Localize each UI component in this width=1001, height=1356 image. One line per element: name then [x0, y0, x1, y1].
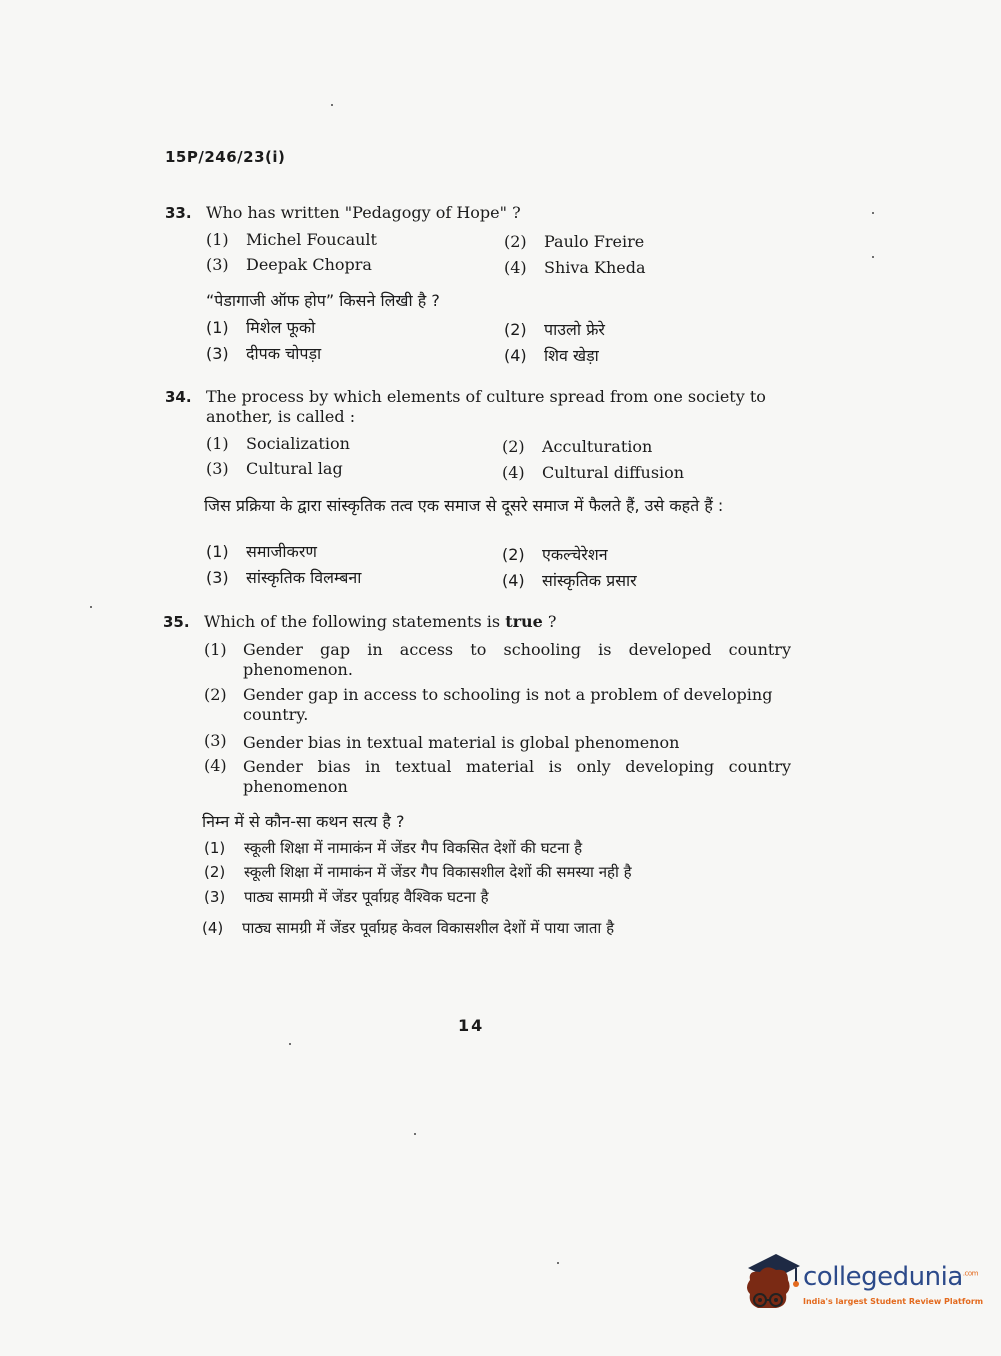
option-text: मिशेल फूको	[246, 318, 316, 337]
option-num: (1)	[206, 434, 229, 453]
option-num: (3)	[206, 459, 229, 478]
option-text: Socialization	[246, 434, 350, 453]
option-text: Cultural diffusion	[542, 463, 685, 482]
option-hi-4	[502, 569, 637, 591]
option-text: स्कूली शिक्षा में नामाकंन में जेंडर गैप विकसित देशों की घटना है	[244, 839, 583, 857]
scan-speck	[872, 256, 874, 258]
option-num: (2)	[504, 320, 527, 339]
option-num: (2)	[204, 685, 227, 704]
question-text-post: ?	[542, 612, 557, 631]
option-en-3	[206, 459, 343, 478]
option-text: पाउलो फ्रेरे	[544, 320, 605, 339]
option-num: (4)	[504, 258, 527, 277]
option-hi-2	[204, 862, 632, 882]
option-text: Cultural lag	[246, 459, 343, 478]
question-text-hi: निम्न में से कौन-सा कथन सत्य है ?	[202, 812, 405, 831]
option-num: (3)	[204, 888, 226, 906]
scan-speck	[289, 1043, 291, 1045]
option-text: Acculturation	[542, 437, 653, 456]
option-num: (4)	[204, 756, 227, 775]
option-hi-4	[504, 344, 599, 366]
mascot-icon	[742, 1250, 802, 1330]
option-text: Michel Foucault	[246, 230, 377, 249]
option-text: शिव खेड़ा	[544, 346, 599, 365]
option-hi-1	[206, 316, 315, 338]
option-num: (1)	[204, 839, 226, 857]
question-number: 33.	[165, 204, 192, 222]
option-en-1	[206, 434, 350, 453]
option-en-3	[204, 731, 244, 750]
option-num: (4)	[502, 463, 525, 482]
option-text: एकल्चेरेशन	[542, 545, 608, 564]
option-hi-1	[206, 540, 317, 562]
logo-brand-name: collegedunia	[803, 1262, 963, 1292]
option-hi-1	[204, 838, 582, 858]
scan-speck	[872, 212, 874, 214]
question-number: 35.	[163, 613, 190, 631]
option-text: Shiva Kheda	[544, 258, 646, 277]
option-en-4	[204, 756, 244, 775]
option-num: (3)	[206, 568, 229, 587]
option-text-en-3: Gender bias in textual material is global phenomenon	[243, 733, 680, 752]
question-text-emphasis: true	[505, 612, 543, 631]
option-en-4	[504, 258, 646, 277]
question-text-pre: Which of the following statements is	[204, 612, 506, 631]
option-text: पाठ्य सामग्री में जेंडर पूर्वाग्रह केवल विकासशील देशों में पाया जाता है	[242, 919, 615, 937]
option-text: सांस्कृतिक प्रसार	[542, 571, 637, 590]
option-text-en-2: Gender gap in access to schooling is not a problem of developing country.	[243, 685, 773, 724]
option-text: स्कूली शिक्षा में नामाकंन में जेंडर गैप विकासशील देशों की समस्या नही है	[244, 863, 632, 881]
option-hi-2	[502, 543, 608, 565]
option-hi-3	[206, 342, 321, 364]
option-num: (1)	[204, 640, 227, 659]
option-text: दीपक चोपड़ा	[246, 344, 322, 363]
option-en-1	[204, 640, 244, 659]
logo-brand-suffix: .com	[962, 1269, 978, 1278]
option-num: (1)	[206, 230, 229, 249]
option-text: Paulo Freire	[544, 232, 645, 251]
option-en-2	[504, 232, 644, 251]
option-text: पाठ्य सामग्री में जेंडर पूर्वाग्रह वैश्विक घटना है	[244, 888, 489, 906]
option-en-2	[204, 685, 244, 704]
question-text-en: The process by which elements of culture spread from one society to another, is called :	[206, 387, 766, 426]
option-text: Deepak Chopra	[246, 255, 372, 274]
question-number: 34.	[165, 388, 192, 406]
page-number: 14	[458, 1016, 485, 1035]
option-hi-3	[206, 566, 361, 588]
logo-tagline: India's largest Student Review Platform	[803, 1297, 984, 1306]
option-num: (4)	[502, 571, 525, 590]
option-en-3	[206, 255, 372, 274]
option-num: (3)	[204, 731, 227, 750]
scan-speck	[331, 104, 333, 106]
option-num: (3)	[206, 344, 229, 363]
option-num: (1)	[206, 542, 229, 561]
option-num: (2)	[204, 863, 226, 881]
option-text: सांस्कृतिक विलम्बना	[246, 568, 362, 587]
option-hi-4	[202, 918, 614, 938]
option-num: (2)	[504, 232, 527, 251]
option-text-en-1: Gender gap in access to schooling is developed country phenomenon.	[243, 640, 791, 679]
option-text-en-4: Gender bias in textual material is only developing country phenomenon	[243, 757, 791, 796]
option-num: (2)	[502, 437, 525, 456]
scan-speck	[557, 1262, 559, 1264]
option-num: (3)	[206, 255, 229, 274]
option-num: (1)	[206, 318, 229, 337]
question-text-en	[204, 612, 557, 631]
question-text-en: Who has written "Pedagogy of Hope" ?	[206, 203, 521, 222]
scan-speck	[90, 606, 92, 608]
logo-brand-text	[803, 1262, 978, 1292]
option-num: (4)	[504, 346, 527, 365]
option-hi-2	[504, 318, 605, 340]
option-hi-3	[204, 887, 489, 907]
option-en-2	[502, 437, 652, 456]
option-num: (2)	[502, 545, 525, 564]
question-text-hi: जिस प्रक्रिया के द्वारा सांस्कृतिक तत्व एक समाज से दूसरे समाज में फैलते हैं, उसे कहते हैं :	[204, 496, 724, 515]
paper-code: 15P/246/23(i)	[165, 148, 286, 166]
question-text-hi: “पेडागाजी ऑफ होप” किसने लिखी है ?	[206, 291, 440, 310]
option-en-4	[502, 463, 684, 482]
option-text: समाजीकरण	[246, 542, 317, 561]
scan-speck	[414, 1133, 416, 1135]
option-en-1	[206, 230, 377, 249]
option-num: (4)	[202, 919, 224, 937]
